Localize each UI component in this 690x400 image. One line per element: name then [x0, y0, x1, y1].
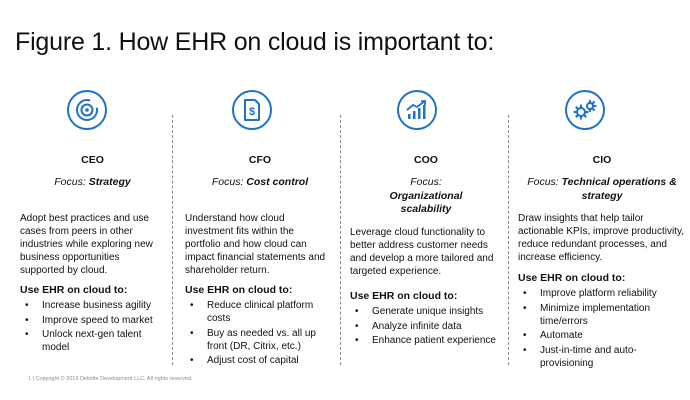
description: Leverage cloud functionality to better address customer needs and develop a more tailored and targeted experience. [350, 227, 494, 277]
focus-line [518, 176, 686, 203]
focus-value: Organizational scalability [389, 189, 463, 215]
list-item: • Adjust cost of capital [185, 354, 335, 367]
focus-line [350, 176, 502, 217]
list-item: • Buy as needed vs. all up front (DR, Citrix, etc.) [185, 327, 335, 353]
footer-copyright: 1 | Copyright © 2019 Deloitte Development LLC. All rights reserved. [28, 376, 193, 382]
focus-prefix: Focus: [54, 176, 86, 188]
description: Adopt best practices and use cases from peers in other industries while exploring new business opportunities supported by cloud. [20, 213, 153, 276]
use-heading: Use EHR on cloud to: [20, 284, 128, 296]
column-cio [518, 0, 686, 400]
dollar-document-icon [232, 90, 272, 130]
target-icon [67, 90, 107, 130]
column-divider-1 [172, 115, 173, 365]
focus-prefix: Focus: [410, 176, 442, 188]
list-item: • Generate unique insights [350, 305, 502, 318]
list-item: • Increase business agility [20, 299, 170, 312]
role-title: CFO [248, 154, 272, 166]
bullet-list [185, 299, 335, 369]
list-item: • Reduce clinical platform costs [185, 299, 335, 325]
description: Draw insights that help tailor actionable KPIs, improve productivity, reduce redundant processes, and increase efficiency. [518, 213, 685, 263]
focus-value: Cost control [246, 176, 309, 188]
list-item: • Minimize implementation time/errors [518, 302, 668, 328]
list-item: • Improve platform reliability [518, 287, 668, 300]
focus-prefix: Focus: [211, 176, 244, 188]
list-item: • Automate [518, 329, 668, 342]
focus-value: Strategy [88, 176, 131, 188]
use-heading: Use EHR on cloud to: [518, 272, 626, 284]
role-title: COO [414, 154, 438, 166]
column-coo [350, 0, 502, 400]
column-divider-2 [340, 115, 341, 365]
focus-value: Technical operations & strategy [561, 176, 677, 202]
list-item: • Enhance patient experience [350, 334, 502, 347]
role-title: CEO [81, 154, 104, 166]
column-divider-3 [508, 115, 509, 365]
trend-chart-icon [397, 90, 437, 130]
list-item: • Improve speed to market [20, 314, 170, 327]
focus-line [20, 176, 165, 190]
description: Understand how cloud investment fits within the portfolio and how cloud can impact financial statements and shareholder return. [185, 213, 326, 276]
bullet-list [20, 299, 170, 356]
bullet-list [518, 287, 668, 371]
list-item: • Just-in-time and auto-provisioning [518, 344, 668, 370]
page-title: Figure 1. How EHR on cloud is important to: [15, 28, 495, 56]
svg-text:$: $ [248, 106, 256, 118]
bullet-list [350, 305, 502, 349]
gears-icon [565, 90, 605, 130]
column-ceo [20, 0, 165, 400]
list-item: • Analyze infinite data [350, 320, 502, 333]
list-item: • Unlock next-gen talent model [20, 328, 170, 354]
column-cfo [185, 0, 335, 400]
use-heading: Use EHR on cloud to: [185, 284, 293, 296]
focus-prefix: Focus: [527, 176, 559, 188]
use-heading: Use EHR on cloud to: [350, 290, 458, 302]
role-title: CIO [592, 154, 612, 166]
focus-line [185, 176, 335, 190]
